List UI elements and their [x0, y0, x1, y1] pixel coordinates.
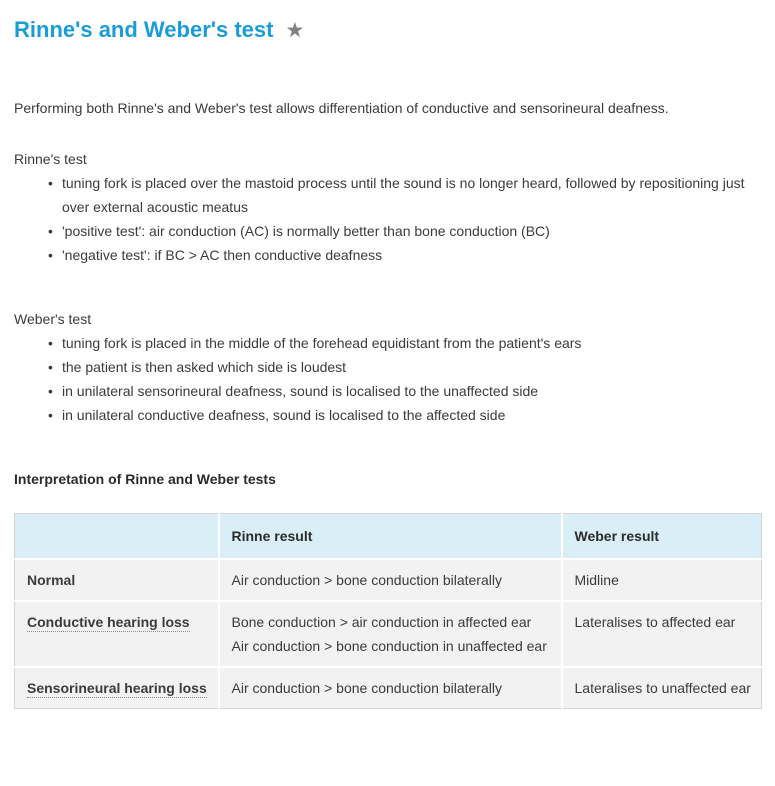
title-row: [14, 14, 761, 46]
page-title: Rinne's and Weber's test: [14, 17, 274, 42]
table-row-normal: [15, 559, 762, 601]
condition-cell: [15, 601, 219, 667]
weber-result-cell: Lateralises to unaffected ear: [562, 667, 762, 709]
rinne-test-heading: Rinne's test: [14, 151, 87, 167]
rinne-result-cell: Air conduction > bone conduction bilaterally: [219, 667, 562, 709]
list-item: • the patient is then asked which side is loudest: [48, 355, 748, 379]
weber-result-cell: Midline: [562, 559, 762, 601]
favorite-star-icon[interactable]: ★: [285, 18, 305, 42]
intro-paragraph: Performing both Rinne's and Weber's test allows differentiation of conductive and sensorineural deafness.: [14, 100, 669, 116]
column-header-rinne: Rinne result: [219, 514, 562, 560]
column-header-weber: Weber result: [562, 514, 762, 560]
condition-cell: [15, 667, 219, 709]
weber-test-heading: Weber's test: [14, 311, 92, 327]
weber-bullet-list: [14, 331, 761, 427]
table-row-sensorineural: [15, 667, 762, 709]
condition-cell: [15, 559, 219, 601]
rinne-result-cell: Air conduction > bone conduction bilaterally: [219, 559, 562, 601]
list-item: • in unilateral sensorineural deafness, sound is localised to the unaffected side: [48, 379, 748, 403]
interpretation-table: [14, 513, 762, 709]
interpretation-heading: Interpretation of Rinne and Weber tests: [14, 471, 276, 487]
rinne-result-line: Bone conduction > air conduction in affected ear: [231, 614, 532, 630]
table-header-row: [15, 514, 762, 560]
list-item: • tuning fork is placed in the middle of the forehead equidistant from the patient's ears: [48, 331, 748, 355]
condition-label: Normal: [27, 572, 76, 588]
table-row-conductive: [15, 601, 762, 667]
condition-term-link[interactable]: Conductive hearing loss: [27, 614, 190, 630]
weber-result-cell: Lateralises to affected ear: [562, 601, 762, 667]
column-header-empty: [15, 514, 219, 560]
rinne-result-line: Air conduction > bone conduction in unaffected ear: [231, 638, 547, 654]
list-item: • 'negative test': if BC > AC then conductive deafness: [48, 243, 748, 267]
list-item: • 'positive test': air conduction (AC) is normally better than bone conduction (BC): [48, 219, 748, 243]
rinne-bullet-list: [14, 171, 761, 267]
list-item: • tuning fork is placed over the mastoid process until the sound is no longer heard, followed by repositioning just over external acoustic meatus: [48, 171, 748, 219]
content-area: [0, 14, 775, 709]
condition-term-link[interactable]: Sensorineural hearing loss: [27, 680, 207, 696]
rinne-result-cell: [219, 601, 562, 667]
list-item: • in unilateral conductive deafness, sound is localised to the affected side: [48, 403, 748, 427]
